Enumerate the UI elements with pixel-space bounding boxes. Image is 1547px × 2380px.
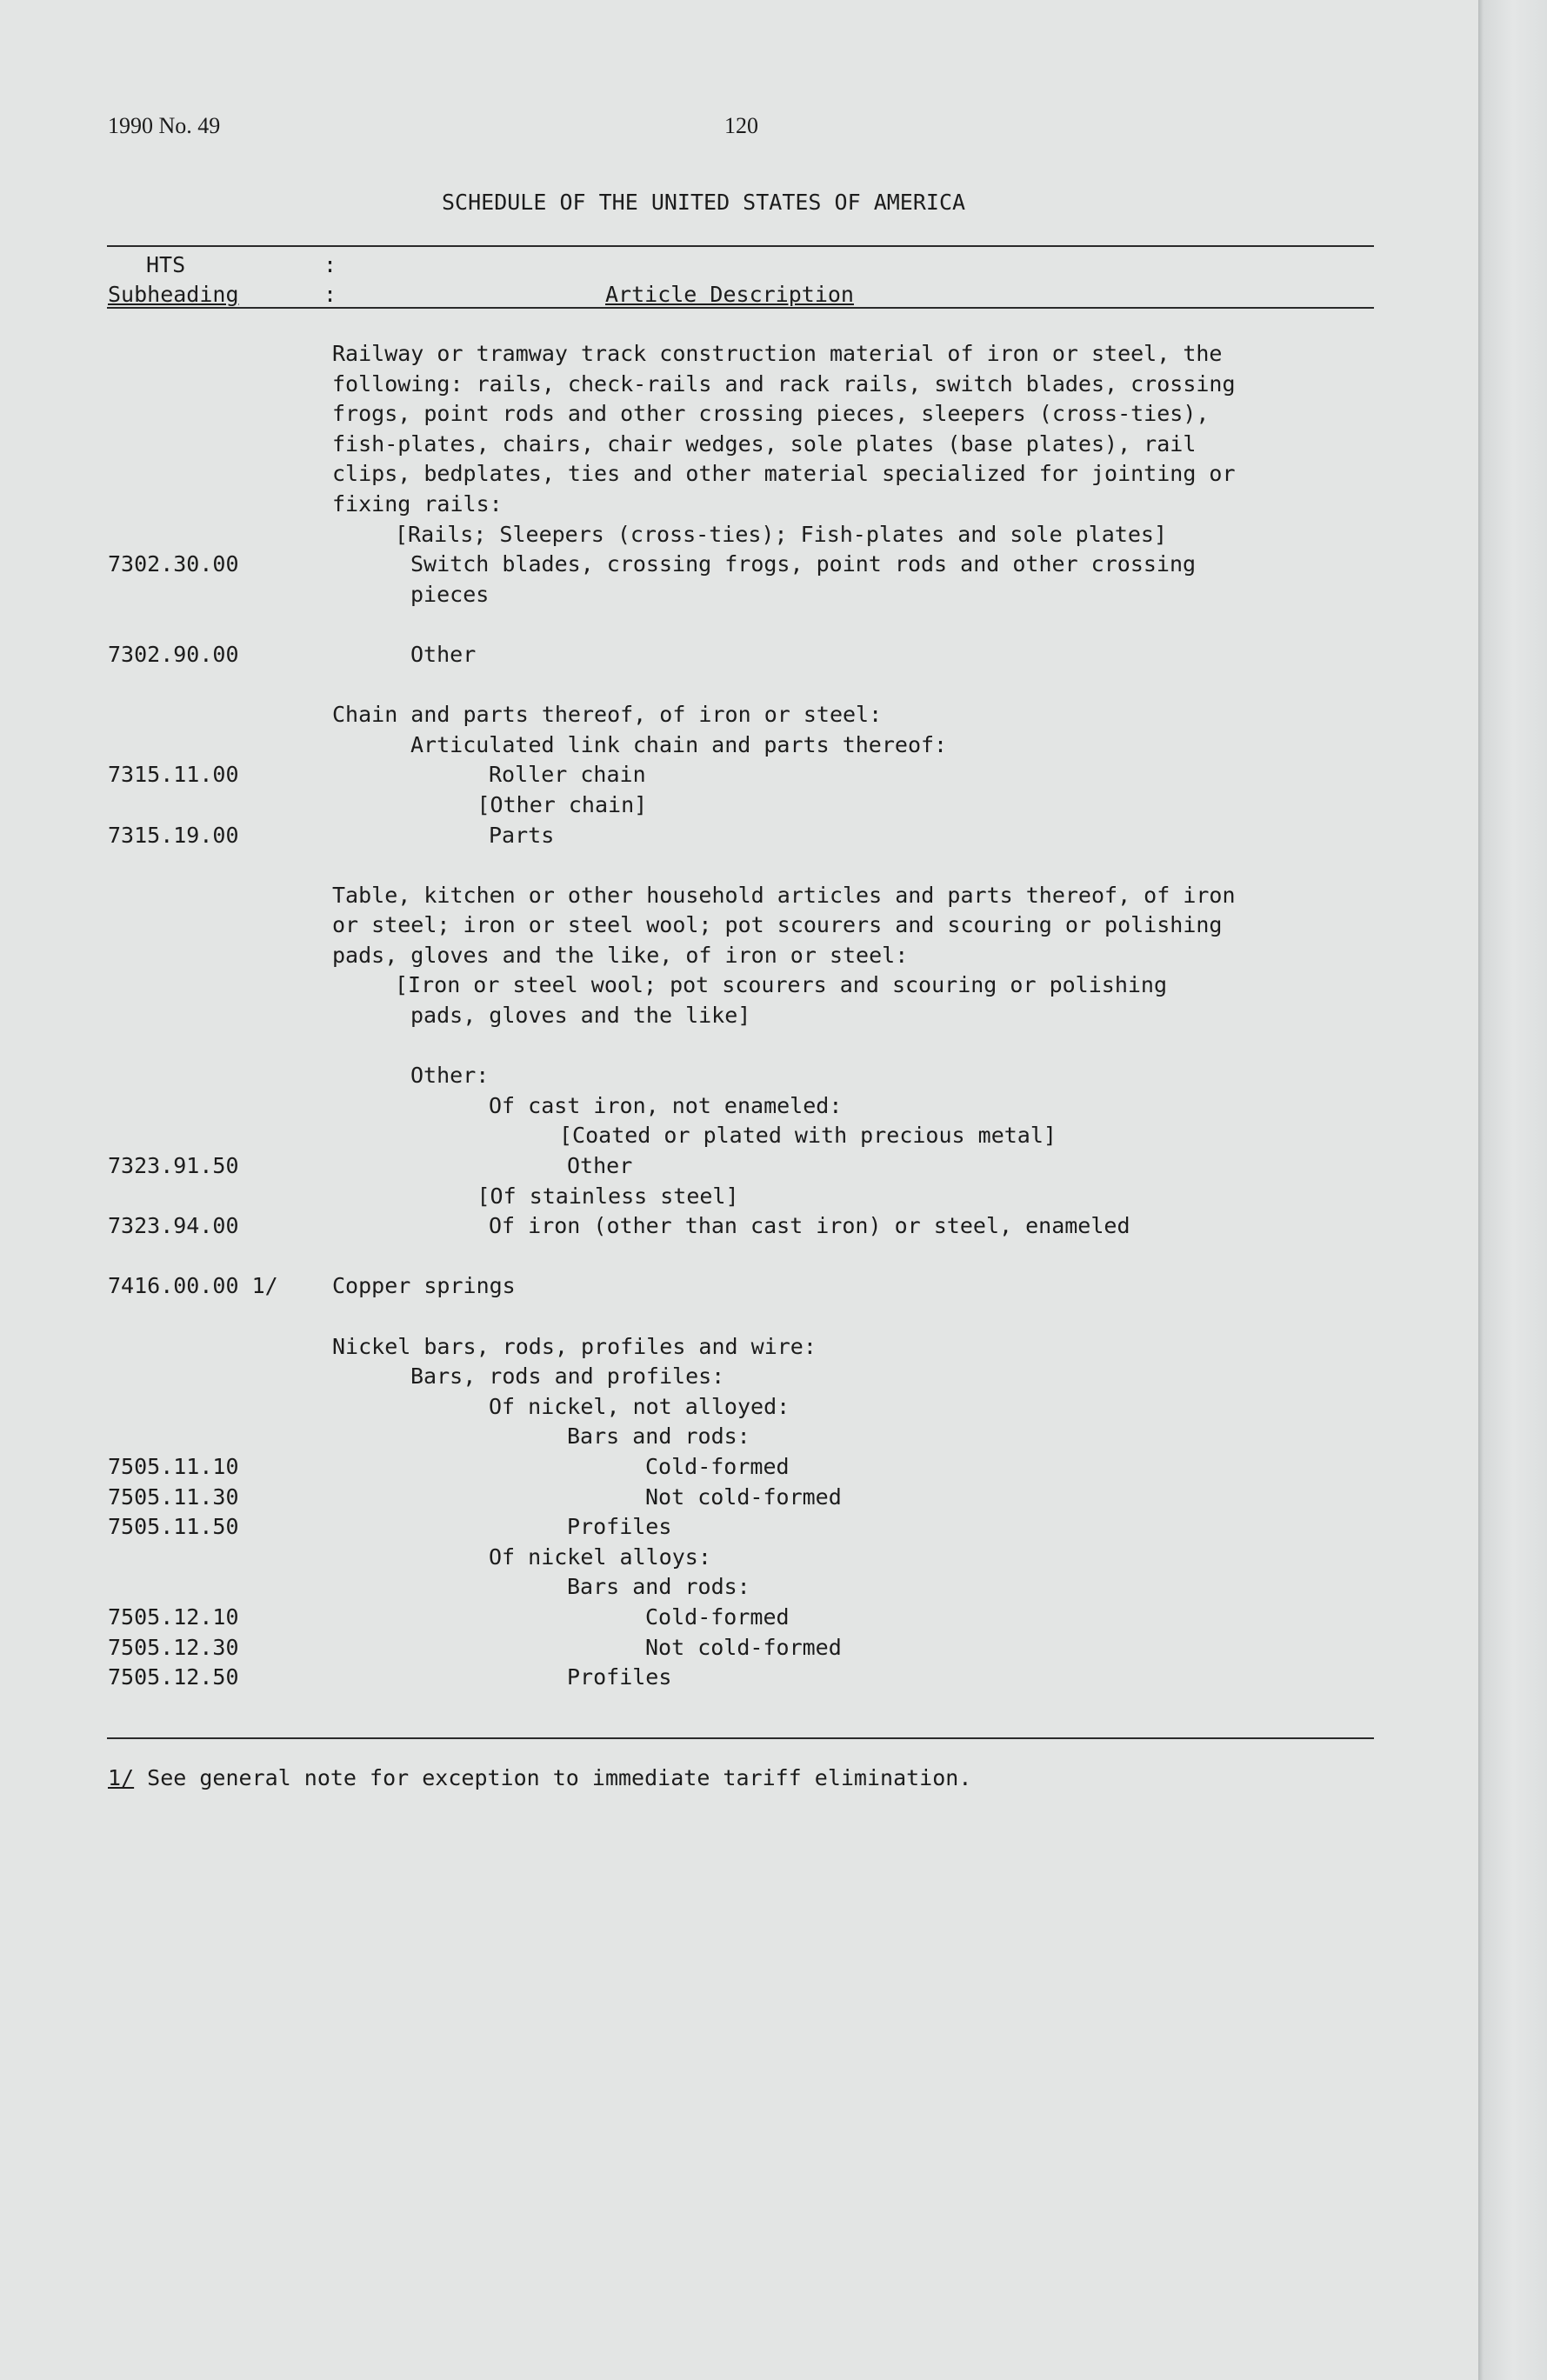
article-description: Other: xyxy=(410,1063,490,1089)
article-description: Not cold-formed xyxy=(645,1634,842,1660)
article-description: Table, kitchen or other household articles and parts thereof, of iron xyxy=(332,882,1236,908)
table-row xyxy=(0,1213,1478,1243)
article-description: [Coated or plated with precious metal] xyxy=(559,1123,1057,1149)
table-row xyxy=(0,972,1478,1003)
table-row xyxy=(0,823,1478,853)
table-row xyxy=(0,1574,1478,1604)
footnote-text: See general note for exception to immediate tariff elimination. xyxy=(134,1765,972,1790)
table-row xyxy=(0,611,1478,642)
table-row xyxy=(0,1514,1478,1544)
table-row xyxy=(0,672,1478,703)
column-header-subheading: Subheading xyxy=(108,282,239,307)
table-row xyxy=(0,1544,1478,1575)
footnote xyxy=(108,1765,971,1790)
table-row xyxy=(0,1664,1478,1695)
article-description: Profiles xyxy=(567,1664,672,1690)
hts-code: 7315.19.00 xyxy=(108,822,239,848)
document-citation: 1990 No. 49 xyxy=(108,113,221,138)
article-description: fish-plates, chairs, chair wedges, sole plates (base plates), rail xyxy=(332,430,1197,457)
table-row xyxy=(0,1033,1478,1063)
table-row xyxy=(0,1123,1478,1153)
article-description: Other xyxy=(567,1153,633,1179)
article-description: [Iron or steel wool; pot scourers and scouring or polishing xyxy=(395,972,1168,998)
article-description: [Rails; Sleepers (cross-ties); Fish-plates and sole plates] xyxy=(395,521,1168,547)
schedule-title: SCHEDULE OF THE UNITED STATES OF AMERICA xyxy=(442,190,966,215)
hts-code: 7505.11.10 xyxy=(108,1453,239,1479)
column-header-hts: HTS xyxy=(146,252,186,277)
table-row xyxy=(0,1635,1478,1665)
hts-code: 7302.90.00 xyxy=(108,641,239,667)
article-description: [Of stainless steel] xyxy=(477,1183,739,1209)
article-description: Of nickel alloys: xyxy=(489,1543,711,1570)
table-row xyxy=(0,702,1478,732)
table-row xyxy=(0,642,1478,672)
article-description: Chain and parts thereof, of iron or steel: xyxy=(332,702,883,728)
adjacent-page-edge xyxy=(1478,0,1547,2380)
table-row xyxy=(0,1363,1478,1394)
article-description: pads, gloves and the like] xyxy=(410,1003,751,1029)
header-bottom-rule xyxy=(107,307,1374,309)
table-row xyxy=(0,341,1478,371)
hts-code: 7323.94.00 xyxy=(108,1213,239,1239)
table-row xyxy=(0,1604,1478,1635)
table-row xyxy=(0,582,1478,612)
table-row xyxy=(0,491,1478,522)
article-description: pads, gloves and the like, of iron or steel: xyxy=(332,942,909,968)
article-description: Bars and rods: xyxy=(567,1574,750,1600)
article-description: Of cast iron, not enameled: xyxy=(489,1092,843,1118)
table-row xyxy=(0,1423,1478,1454)
table-row xyxy=(0,732,1478,763)
table-row xyxy=(0,792,1478,823)
article-description: Nickel bars, rods, profiles and wire: xyxy=(332,1333,817,1359)
table-row xyxy=(0,1484,1478,1515)
article-description: Of nickel, not alloyed: xyxy=(489,1393,790,1419)
tariff-table-body xyxy=(0,341,1478,1695)
article-description: Switch blades, crossing frogs, point rods and other crossing xyxy=(410,551,1197,577)
table-row xyxy=(0,1003,1478,1033)
column-separator: : xyxy=(323,252,337,277)
page-number: 120 xyxy=(724,113,758,138)
table-row xyxy=(0,461,1478,491)
table-row xyxy=(0,1243,1478,1274)
table-row xyxy=(0,1063,1478,1093)
article-description: Not cold-formed xyxy=(645,1483,842,1510)
article-description: frogs, point rods and other crossing pieces, sleepers (cross-ties), xyxy=(332,401,1210,427)
table-row xyxy=(0,883,1478,913)
hts-code: 7505.11.50 xyxy=(108,1514,239,1540)
article-description: Cold-formed xyxy=(645,1603,790,1630)
article-description: or steel; iron or steel wool; pot scourers and scouring or polishing xyxy=(332,912,1223,938)
article-description: Roller chain xyxy=(489,762,646,788)
table-row xyxy=(0,1153,1478,1183)
table-row xyxy=(0,852,1478,883)
article-description: Bars and rods: xyxy=(567,1423,750,1450)
column-header-article-description: Article Description xyxy=(605,282,854,307)
table-row xyxy=(0,401,1478,431)
hts-code: 7505.12.30 xyxy=(108,1634,239,1660)
table-row xyxy=(0,1093,1478,1123)
table-row xyxy=(0,522,1478,552)
article-description: Railway or tramway track construction material of iron or steel, the xyxy=(332,341,1223,366)
footnote-mark: 1/ xyxy=(108,1765,135,1790)
table-row xyxy=(0,1394,1478,1424)
table-row xyxy=(0,551,1478,582)
article-description: Cold-formed xyxy=(645,1453,790,1479)
hts-code: 7323.91.50 xyxy=(108,1153,239,1179)
column-separator: : xyxy=(323,282,337,307)
article-description: fixing rails: xyxy=(332,490,503,517)
hts-code: 7302.30.00 xyxy=(108,551,239,577)
article-description: Copper springs xyxy=(332,1273,516,1299)
table-row xyxy=(0,1303,1478,1334)
table-row xyxy=(0,431,1478,462)
table-row xyxy=(0,912,1478,943)
hts-code: 7505.11.30 xyxy=(108,1483,239,1510)
table-row xyxy=(0,371,1478,402)
hts-code: 7416.00.00 1/ xyxy=(108,1273,278,1299)
article-description: Other xyxy=(410,641,477,667)
article-description: Of iron (other than cast iron) or steel, enameled xyxy=(489,1213,1130,1239)
table-row xyxy=(0,1334,1478,1364)
table-row xyxy=(0,943,1478,973)
hts-code: 7315.11.00 xyxy=(108,762,239,788)
header-top-rule xyxy=(107,245,1374,247)
article-description: Parts xyxy=(489,822,555,848)
hts-code: 7505.12.50 xyxy=(108,1664,239,1690)
table-row xyxy=(0,762,1478,792)
article-description: clips, bedplates, ties and other material specialized for jointing or xyxy=(332,461,1236,487)
article-description: pieces xyxy=(410,581,490,607)
article-description: Bars, rods and profiles: xyxy=(410,1363,725,1390)
article-description: [Other chain] xyxy=(477,791,648,817)
hts-code: 7505.12.10 xyxy=(108,1603,239,1630)
article-description: following: rails, check-rails and rack rails, switch blades, crossing xyxy=(332,370,1236,397)
article-description: Profiles xyxy=(567,1514,672,1540)
article-description: Articulated link chain and parts thereof: xyxy=(410,731,948,757)
table-row xyxy=(0,1183,1478,1214)
table-row xyxy=(0,1454,1478,1484)
footer-rule xyxy=(107,1737,1374,1739)
table-row xyxy=(0,1273,1478,1303)
